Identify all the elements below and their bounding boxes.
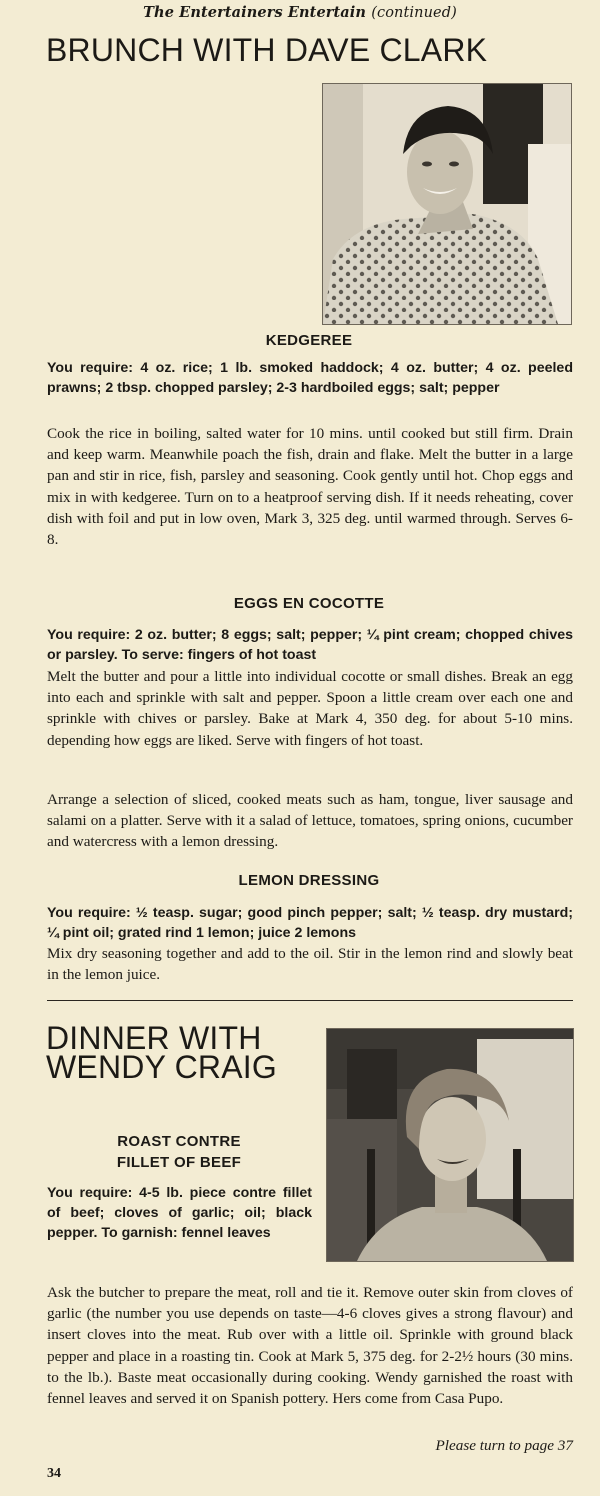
roast-beef-title-line1: ROAST CONTRE (117, 1133, 241, 1150)
section-title-brunch: BRUNCH WITH DAVE CLARK (46, 32, 488, 68)
eggs-en-cocotte-title: EGGS EN COCOTTE (233, 595, 385, 612)
roast-beef-title (86, 1131, 272, 1173)
running-suffix: (continued) (371, 5, 457, 21)
eggs-en-cocotte-ingredients: You require: 2 oz. butter; 8 eggs; salt; pepper; ¼ pint cream; chopped chives or parsley. To serve: fingers of hot toast (47, 627, 573, 663)
page-number: 34 (47, 1466, 61, 1481)
kedgeree-title: KEDGEREE (265, 332, 353, 349)
section-divider (47, 1000, 573, 1001)
wendy-craig-portrait (327, 1029, 573, 1261)
roast-beef-title-line2: FILLET OF BEEF (116, 1154, 242, 1171)
running-head (0, 4, 600, 21)
lemon-dressing-ingredients: You require: ½ teasp. sugar; good pinch pepper; salt; ½ teasp. dry mustard; ¼ pint oil; grated rind 1 lemon; juice 2 lemons (47, 905, 573, 941)
section-title-dinner (46, 1020, 277, 1085)
section-title-dinner-line1: DINNER WITH (46, 1020, 262, 1056)
cold-meats-paragraph: Arrange a selection of sliced, cooked meats such as ham, tongue, liver sausage and salami on a platter. Serve with it a salad of lettuce, tomatoes, spring onions, cucumber and watercress with a lemon dressing. (47, 791, 573, 851)
section-title-dinner-line2: WENDY CRAIG (46, 1049, 277, 1085)
running-title: The Entertainers Entertain (143, 4, 367, 21)
lemon-dressing-method: Mix dry seasoning together and add to the oil. Stir in the lemon rind and slowly beat in the lemon juice. (47, 945, 573, 984)
kedgeree-ingredients: You require: 4 oz. rice; 1 lb. smoked haddock; 4 oz. butter; 4 oz. peeled prawns; 2 tbsp. chopped parsley; 2-3 hardboiled eggs; salt; pepper (47, 360, 573, 396)
dave-clark-photo (322, 83, 572, 325)
lemon-dressing-title: LEMON DRESSING (238, 872, 380, 889)
wendy-craig-photo (326, 1028, 574, 1262)
roast-beef-ingredients: You require: 4-5 lb. piece contre fillet of beef; cloves of garlic; oil; black pepper. To garnish: fennel leaves (47, 1185, 312, 1241)
roast-beef-method: Ask the butcher to prepare the meat, roll and tie it. Remove outer skin from cloves of garlic (the number you use depends on taste—4-6 cloves gives a strong flavour) and insert cloves into the meat. Rub over with a little oil. Sprinkle with ground black pepper and place in a roasting tin. Cook at Mark 5, 375 deg. for 2-2½ hours (30 mins. to the lb.). Baste meat occasionally during cooking. Wendy garnished the roast with fennel leaves and served it on Spanish pottery. Hers come from Casa Pupo. (47, 1284, 573, 1408)
kedgeree-method: Cook the rice in boiling, salted water for 10 mins. until cooked but still firm. Drain and keep warm. Meanwhile poach the fish, drain and flake. Melt the butter in a large pan and stir in rice, fish, parsley and seasoning. Cook gently until hot. Chop eggs and mix in with kedgeree. Turn on to a heatproof serving dish. If it needs reheating, cover dish with foil and put in low oven, Mark 3, 325 deg. until warmed through. Serves 6-8. (47, 425, 573, 549)
dave-clark-portrait (323, 84, 571, 324)
continuation-note: Please turn to page 37 (435, 1437, 573, 1454)
eggs-en-cocotte-method: Melt the butter and pour a little into individual cocotte or small dishes. Break an egg into each and sprinkle with salt and pepper. Spoon a little cream over each one and sprinkle with chives or parsley. Bake at Mark 4, 350 deg. for about 5-10 mins. depending how eggs are liked. Serve with fingers of hot toast. (47, 668, 573, 749)
